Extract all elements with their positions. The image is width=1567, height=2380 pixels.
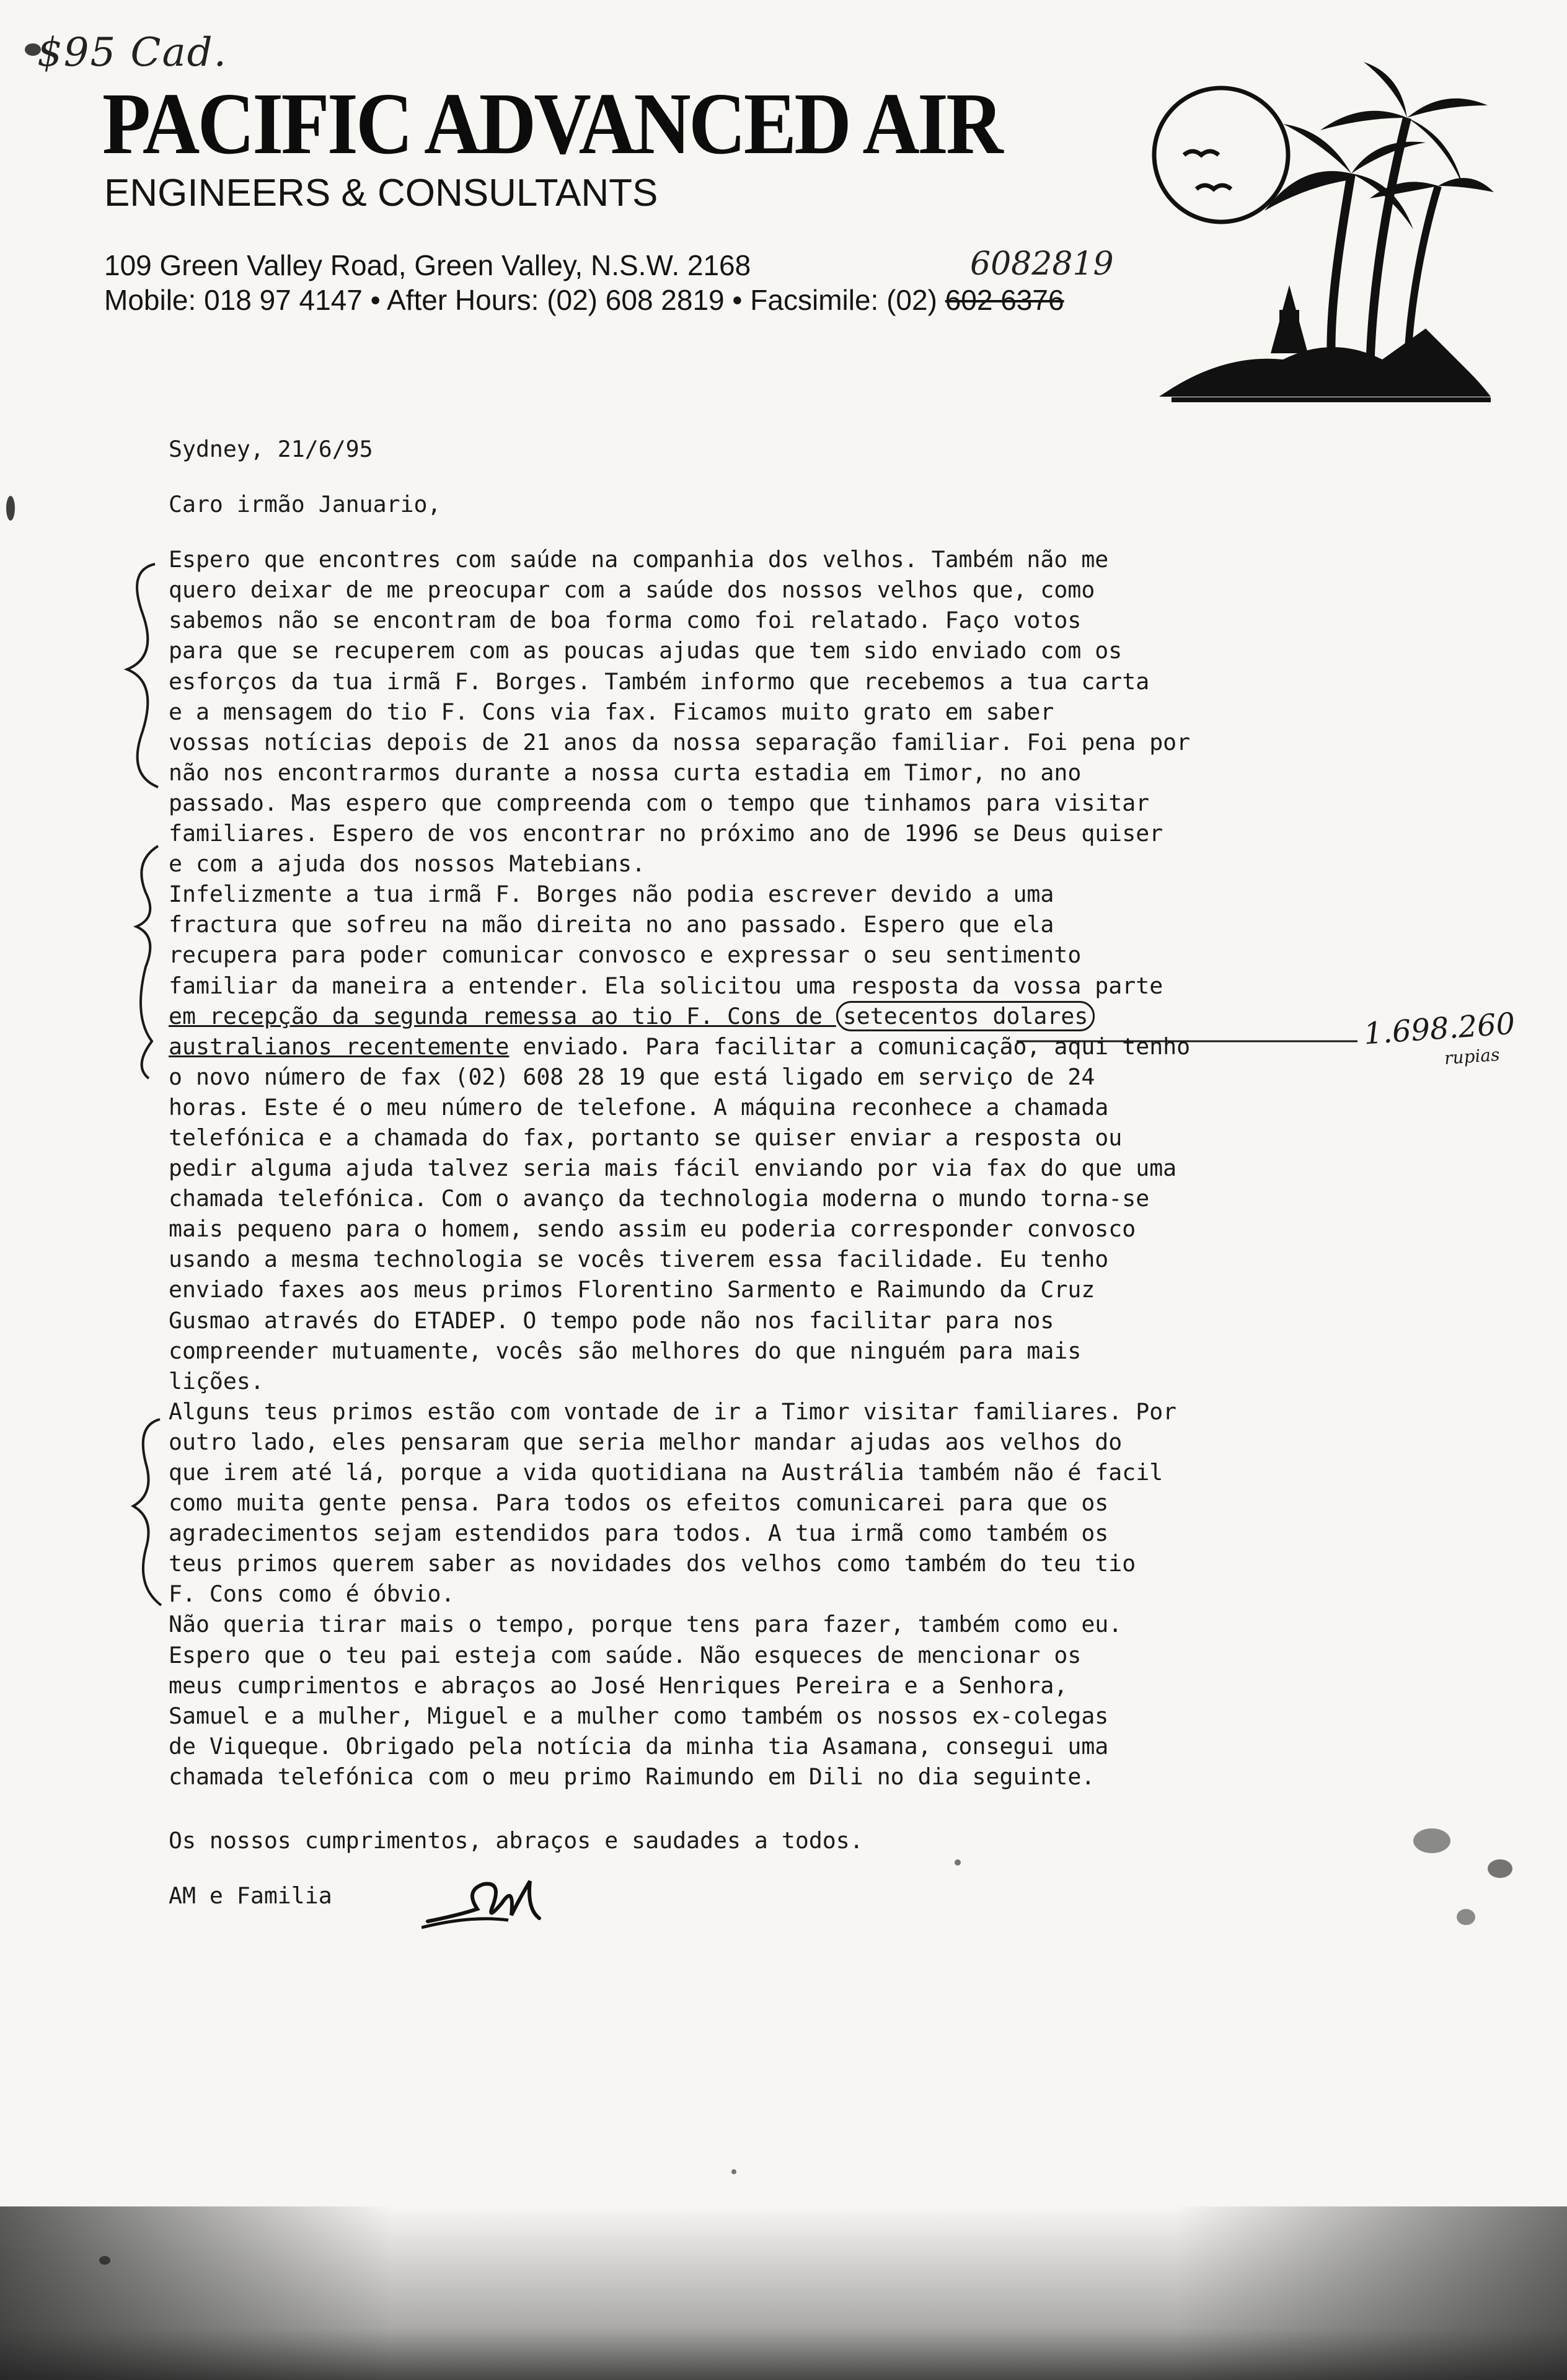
- company-contacts: [104, 283, 1064, 317]
- letter-line: chamada telefónica com o meu primo Raimundo em Dili no dia seguinte.: [169, 1763, 1095, 1790]
- circled-amount: setecentos dolares: [836, 1001, 1095, 1031]
- company-name: PACIFIC ADVANCED AIR: [102, 74, 1001, 172]
- letter-line: Infelizmente a tua irmã F. Borges não podia escrever devido a uma: [169, 881, 1054, 908]
- letter-line: que irem até lá, porque a vida quotidiana na Austrália também não é facil: [169, 1459, 1163, 1486]
- letter-line: teus primos querem saber as novidades dos velhos como também do teu tio: [169, 1550, 1136, 1577]
- letter-line: para que se recuperem com as poucas ajudas que tem sido enviado com os: [169, 637, 1123, 664]
- letter-line: sabemos não se encontram de boa forma como foi relatado. Faço votos: [169, 607, 1082, 634]
- speck: [6, 496, 15, 521]
- handwritten-unit-note: rupias: [1443, 1044, 1501, 1069]
- letter-line: Gusmao através do ETADEP. O tempo pode não nos facilitar para nos: [169, 1307, 1054, 1334]
- letter-line: F. Cons como é óbvio.: [169, 1580, 455, 1608]
- letter-line: agradecimentos sejam estendidos para todos. A tua irmã como também os: [169, 1520, 1109, 1547]
- letter-line: Samuel e a mulher, Miguel e a mulher como também os nossos ex-colegas: [169, 1702, 1109, 1729]
- letter-line: Alguns teus primos estão com vontade de ir a Timor visitar familiares. Por: [169, 1398, 1177, 1425]
- speck: [1488, 1859, 1512, 1878]
- letter-line: não nos encontrarmos durante a nossa curta estadia em Timor, no ano: [169, 759, 1082, 786]
- letter-line: familiares. Espero de vos encontrar no próximo ano de 1996 se Deus quiser: [169, 820, 1163, 847]
- underlined-text: em recepção da segunda remessa ao tio F. Cons de: [169, 1002, 836, 1029]
- letter-line: outro lado, eles pensaram que seria melhor mandar ajudas aos velhos do: [169, 1428, 1123, 1455]
- letter-salutation: Caro irmão Januario,: [169, 491, 441, 518]
- letter-line: fractura que sofreu na mão direita no ano passado. Espero que ela: [169, 911, 1054, 938]
- handwritten-amount-note: 1.698.260: [1362, 1006, 1516, 1052]
- letter-line: como muita gente pensa. Para todos os efeitos comunicarei para que os: [169, 1489, 1109, 1517]
- palm-island-logo: [1147, 62, 1494, 409]
- letter-line: chamada telefónica. Com o avanço da technologia moderna o mundo torna-se: [169, 1185, 1150, 1212]
- letter-line: Espero que encontres com saúde na companhia dos velhos. Também não me: [169, 546, 1109, 573]
- letter-text: enviado. Para facilitar a comunicação, aqui tenho: [509, 1033, 1191, 1060]
- speck: [1457, 1909, 1475, 1925]
- underlined-text: australianos recentemente: [169, 1033, 510, 1060]
- letter-line: meus cumprimentos e abraços ao José Henriques Pereira e a Senhora,: [169, 1672, 1068, 1699]
- handwritten-fax-correction: 6082819: [970, 245, 1114, 283]
- letter-line-australianos: [169, 1031, 1470, 1062]
- letter-line: recupera para poder comunicar convosco e expressar o seu sentimento: [169, 941, 1082, 969]
- letter-line: lições.: [169, 1367, 264, 1395]
- letter-body: [169, 434, 1470, 1911]
- letter-line: passado. Mas espero que compreenda com o tempo que tinhamos para visitar: [169, 789, 1150, 816]
- letter-line: quero deixar de me preocupar com a saúde dos nossos velhos que, como: [169, 576, 1095, 604]
- letter-closing: Os nossos cumprimentos, abraços e saudades a todos.: [169, 1827, 863, 1854]
- letter-date: Sydney, 21/6/95: [169, 436, 373, 462]
- letter-line: usando a mesma technologia se vocês tiverem essa facilidade. Eu tenho: [169, 1246, 1109, 1273]
- letter-line: enviado faxes aos meus primos Florentino Sarmento e Raimundo da Cruz: [169, 1276, 1095, 1303]
- company-address-block: [104, 248, 1064, 317]
- letter-line: telefónica e a chamada do fax, portanto se quiser enviar a resposta ou: [169, 1124, 1123, 1151]
- letter-line: horas. Este é o meu número de telefone. A máquina reconhece a chamada: [169, 1093, 1109, 1121]
- speck: [731, 2169, 736, 2174]
- letter-line: o novo número de fax (02) 608 28 19 que está ligado em serviço de 24: [169, 1063, 1095, 1090]
- struck-fax-number: 602 6376: [945, 284, 1064, 316]
- letter-line: familiar da maneira a entender. Ela solicitou uma resposta da vossa parte: [169, 972, 1163, 999]
- letter-line: de Viqueque. Obrigado pela notícia da minha tia Asamana, consegui uma: [169, 1732, 1109, 1760]
- company-tagline: ENGINEERS & CONSULTANTS: [104, 172, 658, 214]
- photocopy-edge: [0, 2206, 1567, 2380]
- letter-signoff: AM e Familia: [169, 1882, 332, 1910]
- company-address: 109 Green Valley Road, Green Valley, N.S.W. 2168: [104, 249, 751, 281]
- letter-line: e com a ajuda dos nossos Matebians.: [169, 850, 646, 878]
- contacts-text: Mobile: 018 97 4147 • After Hours: (02) 608 2819 • Facsimile: (02): [104, 284, 945, 316]
- letter-line: Espero que o teu pai esteja com saúde. Não esqueces de mencionar os: [169, 1641, 1082, 1668]
- letter-line: esforços da tua irmã F. Borges. Também informo que recebemos a tua carta: [169, 668, 1150, 695]
- letter-line: pedir alguma ajuda talvez seria mais fácil enviando por via fax do que uma: [169, 1155, 1177, 1182]
- handwritten-top-note: $95 Cad.: [37, 30, 227, 76]
- letter-line: e a mensagem do tio F. Cons via fax. Ficamos muito grato em saber: [169, 698, 1054, 725]
- letter-line: vossas notícias depois de 21 anos da nossa separação familiar. Foi pena por: [169, 728, 1191, 756]
- letter-line: mais pequeno para o homem, sendo assim eu poderia corresponder convosco: [169, 1215, 1136, 1243]
- letter-line: compreender mutuamente, vocês são melhores do que ninguém para mais: [169, 1337, 1082, 1364]
- letter-line: Não queria tirar mais o tempo, porque tens para fazer, também como eu.: [169, 1611, 1123, 1638]
- letter-line-recepcao: [169, 1001, 1470, 1031]
- handwritten-signature: [422, 1872, 545, 1940]
